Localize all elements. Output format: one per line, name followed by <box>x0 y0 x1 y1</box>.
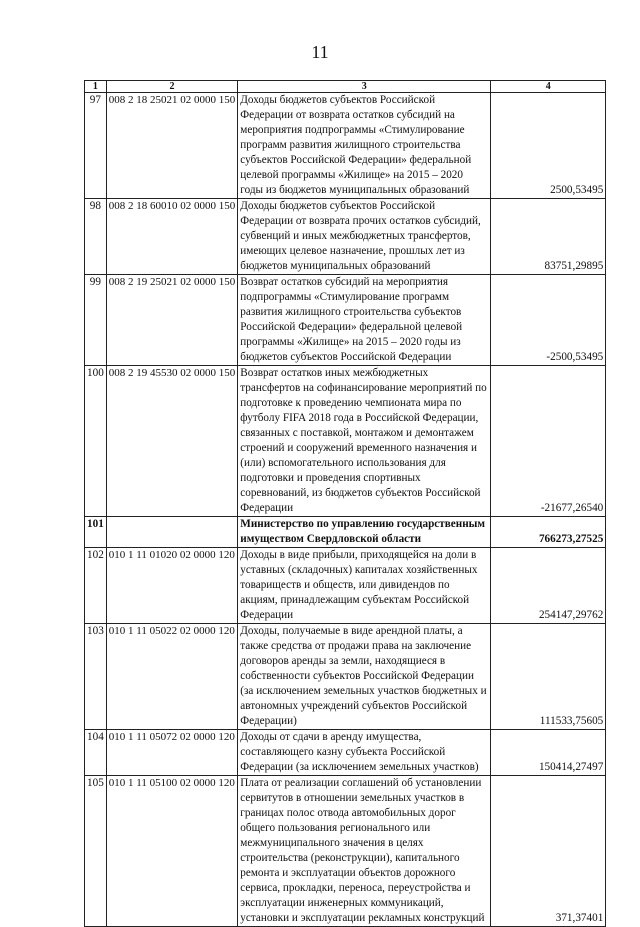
revenue-name: Доходы в виде прибыли, приходящейся на доли в уставных (складочных) капиталах хозяйственных товариществ и обществ, или дивидендов по акциям, принадлежащим субъектам Российской Федерации <box>238 548 491 624</box>
table-row <box>85 730 606 776</box>
budget-code: 008 2 18 60010 02 0000 150 <box>106 199 238 275</box>
ministry-row <box>85 517 606 548</box>
ministry-total-amount: 766273,27525 <box>491 517 606 548</box>
header-col-3: 3 <box>238 81 491 93</box>
amount: 150414,27497 <box>491 730 606 776</box>
budget-code: 010 1 11 01020 02 0000 120 <box>106 548 238 624</box>
revenue-name: Доходы от сдачи в аренду имущества, составляющего казну субъекта Российской Федерации (за исключением земельных участков) <box>238 730 491 776</box>
revenue-name: Доходы бюджетов субъектов Российской Федерации от возврата остатков субсидий на мероприятия подпрограммы «Стимулирование программ развития жилищного строительства субъектов Российской Федерации» федеральной целевой программы «Жилище» на 2015 – 2020 годы из бюджетов муниципальных образований <box>238 93 491 199</box>
row-number: 104 <box>85 730 107 776</box>
row-number: 97 <box>85 93 107 199</box>
table-header-row <box>85 81 606 93</box>
row-number: 99 <box>85 275 107 366</box>
row-number: 102 <box>85 548 107 624</box>
revenue-name: Плата от реализации соглашений об установлении сервитутов в отношении земельных участков в границах полос отвода автомобильных дорог общего пользования регионального или межмуниципального значения в целях строительства (реконструкции), капитального ремонта и эксплуатации объектов дорожного сервиса, прокладки, переноса, переустройства и эксплуатации инженерных коммуникаций, установки и эксплуатации рекламных конструкций <box>238 776 491 927</box>
ministry-name: Министерство по управлению государственным имуществом Свердловской области <box>238 517 491 548</box>
revenue-name: Доходы бюджетов субъектов Российской Федерации от возврата прочих остатков субсидий, субвенций и иных межбюджетных трансфертов, имеющих целевое назначение, прошлых лет из бюджетов муниципальных образований <box>238 199 491 275</box>
budget-code <box>106 517 238 548</box>
budget-code: 008 2 19 25021 02 0000 150 <box>106 275 238 366</box>
amount: -2500,53495 <box>491 275 606 366</box>
budget-code: 010 1 11 05072 02 0000 120 <box>106 730 238 776</box>
row-number: 100 <box>85 366 107 517</box>
amount: 111533,75605 <box>491 624 606 730</box>
revenue-name: Доходы, получаемые в виде арендной платы, а также средства от продажи права на заключение договоров аренды за земли, находящиеся в собственности субъектов Российской Федерации (за исключением земельных участков бюджетных и автономных учреждений субъектов Российской Федерации) <box>238 624 491 730</box>
row-number: 103 <box>85 624 107 730</box>
table-row <box>85 366 606 517</box>
table-row <box>85 199 606 275</box>
amount: 371,37401 <box>491 776 606 927</box>
budget-code: 010 1 11 05100 02 0000 120 <box>106 776 238 927</box>
revenue-name: Возврат остатков иных межбюджетных трансфертов на софинансирование мероприятий по подготовке к проведению чемпионата мира по футболу FIFA 2018 года в Российской Федерации, связанных с поставкой, монтажом и демонтажем строений и сооружений временного назначения и (или) вспомогательного использования для подготовки и проведения спортивных соревнований, из бюджетов субъектов Российской Федерации <box>238 366 491 517</box>
row-number: 101 <box>85 517 107 548</box>
table-row <box>85 776 606 927</box>
header-col-1: 1 <box>85 81 107 93</box>
table-row <box>85 93 606 199</box>
header-col-4: 4 <box>491 81 606 93</box>
header-col-2: 2 <box>106 81 238 93</box>
amount: 254147,29762 <box>491 548 606 624</box>
budget-code: 008 2 19 45530 02 0000 150 <box>106 366 238 517</box>
row-number: 98 <box>85 199 107 275</box>
amount: -21677,26540 <box>491 366 606 517</box>
table-row <box>85 275 606 366</box>
table-row <box>85 624 606 730</box>
row-number: 105 <box>85 776 107 927</box>
amount: 2500,53495 <box>491 93 606 199</box>
budget-code: 008 2 18 25021 02 0000 150 <box>106 93 238 199</box>
revenue-name: Возврат остатков субсидий на мероприятия подпрограммы «Стимулирование программ развития жилищного строительства субъектов Российской Федерации» федеральной целевой программы «Жилище» на 2015 – 2020 годы из бюджетов субъектов Российской Федерации <box>238 275 491 366</box>
page-number: 11 <box>311 42 329 62</box>
budget-revenue-table <box>84 80 606 927</box>
amount: 83751,29895 <box>491 199 606 275</box>
budget-code: 010 1 11 05022 02 0000 120 <box>106 624 238 730</box>
table-row <box>85 548 606 624</box>
